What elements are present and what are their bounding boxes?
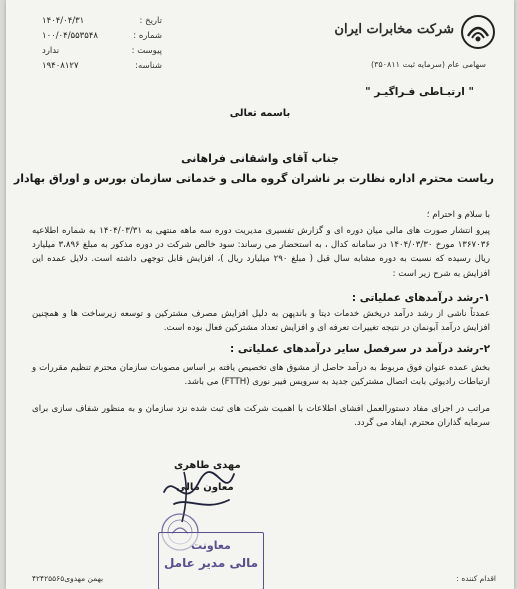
paragraph-1 — [32, 224, 490, 281]
bismillah-heading: باسمه تعالی — [229, 108, 291, 119]
attachment-value: ندارد — [42, 46, 60, 56]
action-value: بهمن مهدوی۴۲۴۲۵۵۶۵ — [32, 574, 104, 583]
paragraph-1-text: پیرو انتشار صورت های مالی میان دوره ای و گزارش تفسیری مدیریت دوره سه ماهه منتهی به ۱۴۰۴/۰۳/۳۱ به شماره اطلاعیه ۱۳۶۷۰۳۶ مورخ ۱۴۰۴/۰۳/۳۰ در سامانه کدال ، به استحضار می رساند: سود خالص شرکت در دوره مذکور به مبلغ ۳،۸۹۶ میلیارد ریال رسیده که نسبت به دوره مشابه سال قبل ( مبلغ ۲۹۰ میلیارد ریال )، افزایش قابل توجهی داشته است. دلایل عمده این افزایش به شرح زیر است : — [32, 226, 490, 279]
date-label: تاریخ : — [139, 16, 162, 26]
paragraph-2 — [32, 307, 490, 335]
id-row — [42, 59, 162, 74]
company-subtitle: سهامی عام (سرمایه ثبت ۳۵۰۸۱۱) — [371, 60, 486, 69]
attachment-label: پیوست : — [131, 46, 162, 56]
id-value: ۱۹۴۰۸۱۲۷ — [42, 61, 79, 71]
tci-logo-icon — [460, 14, 496, 50]
letter-meta — [42, 14, 162, 74]
paragraph-3 — [32, 361, 490, 389]
paragraph-3-text: بخش عمده عنوان فوق مربوط به درآمد حاصل از مشوق های تخصیص یافته بر اساس مصوبات سازمان محترم تنظیم مقررات و ارتباطات رادیوئی بابت اتصال مشترکین جدید به سرویس فیبر نوری (FTTH) می باشد. — [32, 363, 490, 388]
addressee-name: جناب آقای واشقانی فراهانی — [181, 152, 339, 165]
date-row — [42, 14, 162, 29]
date-value: ۱۴۰۴/۰۴/۳۱ — [42, 16, 85, 26]
addressee-title: ریاست محترم اداره نظارت بر ناشران گروه مالی و خدماتی سازمان بورس و اوراق بهادار — [13, 172, 494, 185]
footer — [32, 574, 496, 583]
paragraph-4 — [32, 402, 490, 430]
greeting-text: با سلام و احترام ؛ — [426, 210, 490, 220]
signer-name: مهدی طاهری — [174, 460, 241, 471]
id-label: شناسه: — [135, 61, 162, 71]
action-label: اقدام کننده : — [456, 574, 496, 583]
letter-page — [6, 0, 514, 589]
number-row — [42, 29, 162, 44]
number-label: شماره : — [133, 31, 162, 41]
company-name: شرکت مخابرات ایران — [334, 22, 454, 37]
tagline: " ارتبـاطی فـراگیـر " — [365, 86, 474, 98]
attachment-row — [42, 44, 162, 59]
heading-operating-revenue: ۱-رشد درآمدهای عملیاتی : — [351, 292, 490, 304]
paragraph-2-text: عمدتاً ناشی از رشد درآمد دریخش خدمات دیتا و باندپهن به دلیل افزایش مصرف مشترکین و توسعه زیرساخت ها و همچنین افزایش درآمد آبونمان در نتیجه تغییرات تعرفه ای و افزایش تعداد مشترکین فعال بوده است. — [32, 309, 490, 334]
signer-title: معاون مالی — [176, 482, 234, 493]
stamp-line-2: مالی مدیر عامل — [163, 556, 259, 570]
number-value: ۱۰۰/۰۴/۵۵۳۵۴۸ — [42, 31, 98, 41]
heading-other-revenue: ۲-رشد درآمد در سرفصل سایر درآمدهای عملیاتی : — [230, 343, 490, 355]
paragraph-4-text: مراتب در اجرای مفاد دستورالعمل افشای اطلاعات با اهمیت شرکت های ثبت شده نزد سازمان و به منظور شفاف سازی برای سرمایه گذاران محترم، ایفاد می گردد. — [32, 404, 490, 429]
stamp-line-1: معاونت — [191, 539, 231, 552]
greeting — [32, 208, 490, 222]
